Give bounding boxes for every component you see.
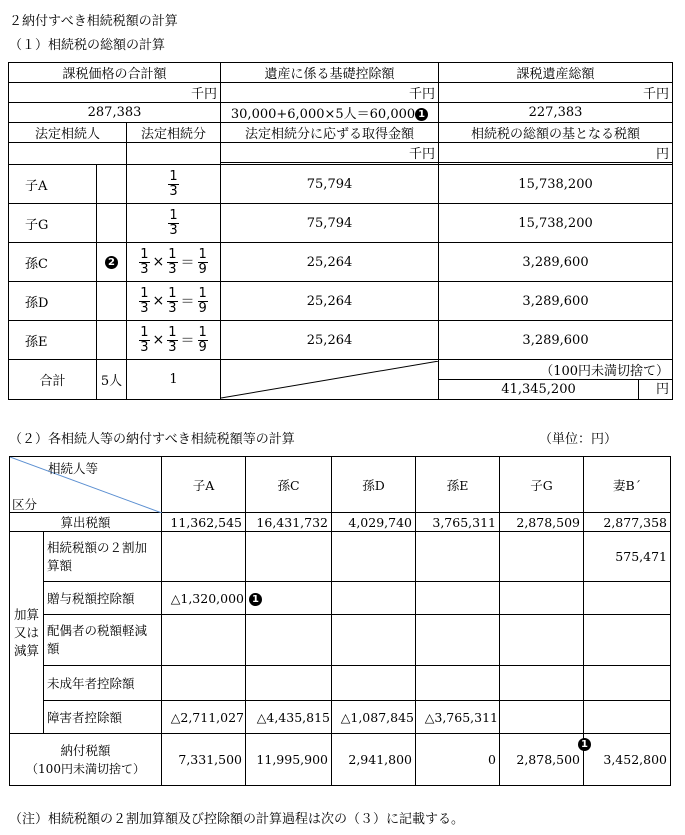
table-row	[10, 734, 671, 786]
acquired-amount: 25,264	[221, 282, 439, 321]
calc-value: 2,878,509	[500, 513, 584, 532]
column-header: 孫E	[416, 457, 500, 513]
payable-value: 2,941,800	[332, 734, 416, 786]
disability-value: △2,711,027	[162, 701, 246, 734]
table-row: 孫C 2 $\frac{1}{3}$ × $\frac{1}{3}$ ＝ $\frac{1}{9}$ 25,264 3,289,600	[9, 243, 673, 282]
unit-label: 千円	[221, 143, 439, 163]
fraction-one-third: $\frac{1}{3}$	[169, 207, 178, 238]
disability-value: △3,765,311	[416, 701, 500, 734]
acquired-amount: 25,264	[221, 243, 439, 282]
acquired-amount: 75,794	[221, 165, 439, 204]
calc-value: 4,029,740	[332, 513, 416, 532]
calc-value: 2,877,358	[584, 513, 671, 532]
base-tax-amount: 3,289,600	[439, 243, 673, 282]
table-row	[9, 204, 673, 243]
fraction-one-third: $\frac{1}{3}$	[169, 168, 178, 199]
diagonal-cell	[221, 360, 439, 400]
payable-value: 3,452,800	[603, 752, 667, 767]
calc-value: 16,431,732	[246, 513, 332, 532]
payable-value: 11,995,900	[246, 734, 332, 786]
unit-label: 千円	[221, 83, 439, 103]
heir-name: 子A	[9, 165, 97, 204]
row-label-calc: 算出税額	[10, 513, 162, 532]
payable-value: 0	[416, 734, 500, 786]
column-header: 妻B´	[584, 457, 671, 513]
row-label-spouse: 配偶者の税額軽減額	[44, 615, 162, 666]
total-tax-cell	[439, 380, 673, 400]
header-share: 法定相続分	[127, 123, 221, 143]
table-row: 孫E $\frac{1}{3}$ × $\frac{1}{3}$ ＝ $\frac{1}{9}$ 25,264 3,289,600	[9, 321, 673, 360]
header-basic-deduction: 遺産に係る基礎控除額	[221, 63, 439, 83]
table-row	[10, 666, 671, 701]
acquired-amount: 25,264	[221, 321, 439, 360]
taxable-estate-value: 227,383	[439, 103, 673, 123]
gift-value: △1,320,000	[162, 582, 246, 615]
total-share: 1	[127, 360, 221, 400]
payable-label: 納付税額	[60, 742, 111, 758]
basic-deduction-cell	[221, 103, 439, 123]
total-label: 合計	[9, 360, 97, 400]
base-tax-amount: 15,738,200	[439, 165, 673, 204]
calc-value: 11,362,545	[162, 513, 246, 532]
column-header: 子G	[500, 457, 584, 513]
unit-label: 円	[656, 382, 670, 397]
section1-title: （１）相続税の総額の計算	[9, 38, 166, 53]
heir-name: 孫E	[9, 321, 97, 360]
table-row: 孫D $\frac{1}{3}$ × $\frac{1}{3}$ ＝ $\frac{1}{9}$ 25,264 3,289,600	[9, 282, 673, 321]
table-row	[10, 582, 671, 615]
footnote: （注）相続税額の２割加算額及び控除額の計算過程は次の（３）に記載する。	[9, 812, 465, 827]
total-tax-value: 41,345,200	[439, 380, 639, 399]
mark-2-icon: 2	[105, 256, 118, 269]
payable-tax-table	[9, 456, 671, 786]
unit-label: 千円	[9, 83, 221, 103]
calc-value: 3,765,311	[416, 513, 500, 532]
row-label-adjust: 加算又は減算	[10, 532, 44, 734]
page-heading: ２納付すべき相続税額の計算	[9, 14, 178, 29]
section2-title: （２）各相続人等の納付すべき相続税額等の計算	[9, 432, 295, 447]
row-label-gift: 贈与税額控除額	[44, 582, 162, 615]
table-row	[10, 532, 671, 582]
base-tax-amount: 15,738,200	[439, 204, 673, 243]
unit-label: 円	[439, 143, 673, 163]
payable-value: 2,878,500	[500, 734, 584, 786]
disability-value: △1,087,845	[332, 701, 416, 734]
header-taxable-estate: 課税遺産総額	[439, 63, 673, 83]
table-row	[10, 615, 671, 666]
table-row	[10, 513, 671, 532]
header-taxable-total: 課税価格の合計額	[9, 63, 221, 83]
base-tax-amount: 3,289,600	[439, 282, 673, 321]
inheritance-tax-total-table	[8, 62, 673, 400]
column-header: 子A	[162, 457, 246, 513]
taxable-total-value: 287,383	[9, 103, 221, 123]
mark-1-icon: 1	[415, 108, 428, 121]
row-label-payable	[10, 734, 162, 786]
surcharge-value: 575,471	[584, 532, 671, 582]
rounding-note: （100円未満切捨て）	[439, 360, 673, 380]
column-header: 孫D	[332, 457, 416, 513]
acquired-amount: 75,794	[221, 204, 439, 243]
total-count: 5人	[97, 360, 127, 400]
mark-1-icon: 1	[249, 593, 262, 606]
heir-name: 孫D	[9, 282, 97, 321]
column-header: 孫C	[246, 457, 332, 513]
row-label-surcharge: 相続税額の２割加算額	[44, 532, 162, 582]
payable-sublabel: （100円未満切捨て）	[26, 761, 145, 776]
corner-header	[10, 457, 162, 513]
table-row	[10, 701, 671, 734]
heir-name: 子G	[9, 204, 97, 243]
base-tax-amount: 3,289,600	[439, 321, 673, 360]
header-acquired: 法定相続分に応ずる取得金額	[221, 123, 439, 143]
header-heirs: 相続人等	[48, 461, 99, 476]
payable-cell-b	[581, 734, 671, 786]
payable-value: 7,331,500	[162, 734, 246, 786]
section2-unit: （単位：円）	[539, 432, 618, 447]
diagonal-line	[221, 361, 439, 399]
header-heir: 法定相続人	[9, 123, 127, 143]
table-row	[9, 165, 673, 204]
mark-1-icon: 1	[578, 738, 591, 751]
basic-deduction-value: 30,000+6,000×5人＝60,000	[230, 107, 416, 122]
heir-name: 孫C	[9, 243, 97, 282]
header-category: 区分	[12, 497, 38, 512]
header-base-tax: 相続税の総額の基となる税額	[439, 123, 673, 143]
disability-value: △4,435,815	[246, 701, 332, 734]
row-label-disability: 障害者控除額	[44, 701, 162, 734]
unit-label: 千円	[439, 83, 673, 103]
row-label-minor: 未成年者控除額	[44, 666, 162, 701]
